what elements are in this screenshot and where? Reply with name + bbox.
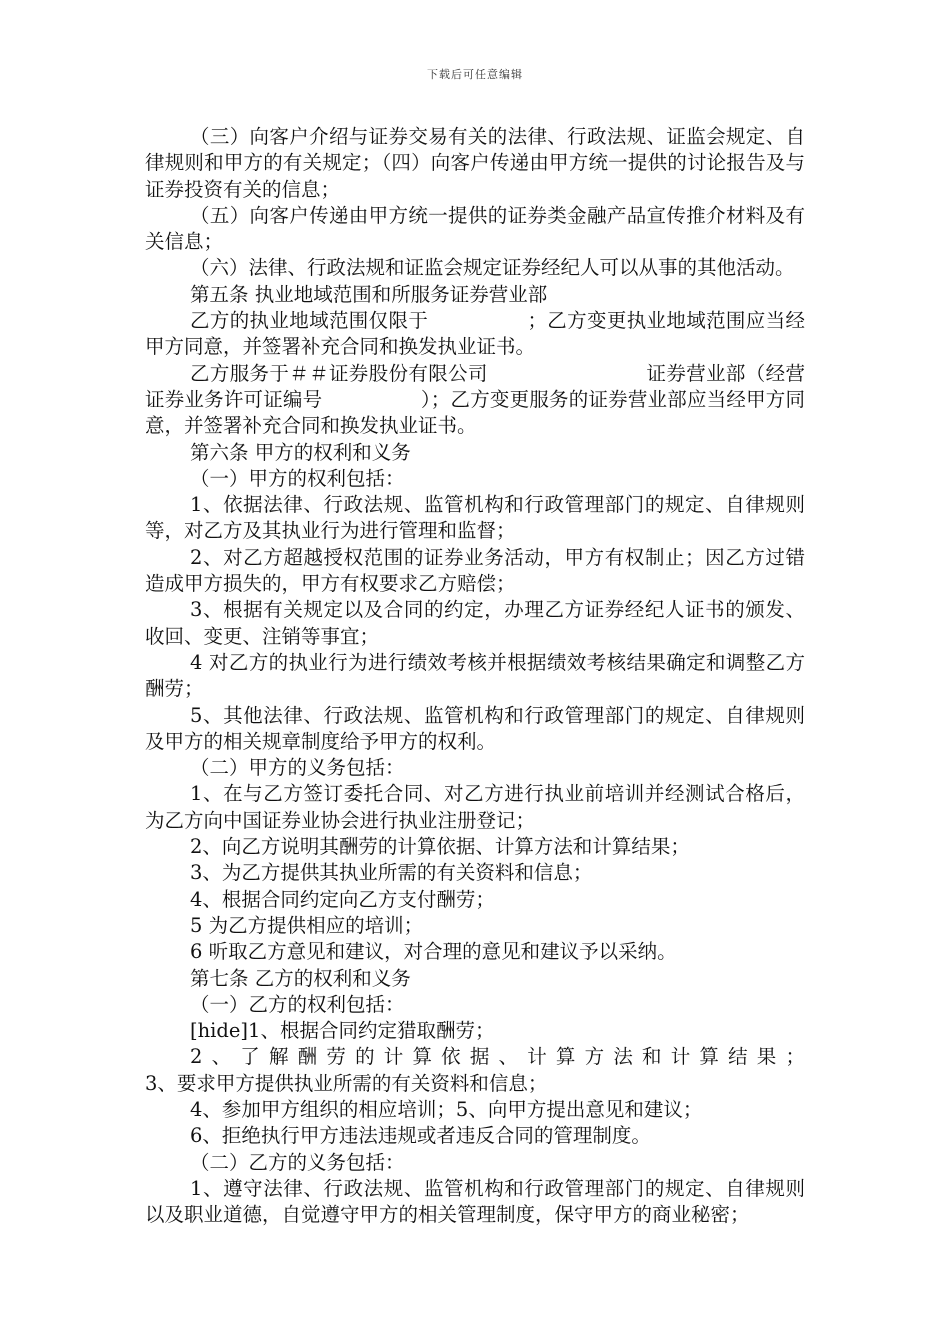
paragraph: 6、拒绝执行甲方违法违规或者违反合同的管理制度。	[190, 1124, 651, 1148]
paragraph: 4、参加甲方组织的相应培训；5、向甲方提出意见和建议；	[190, 1097, 703, 1121]
paragraph: 1、在与乙方签订委托合同、对乙方进行执业前培训并经测试合格后，为乙方向中国证券业协会进行执业注册登记；	[145, 782, 805, 832]
paragraph: 5 为乙方提供相应的培训；	[190, 913, 424, 937]
paragraph: 3、根据有关规定以及合同的约定，办理乙方证券经纪人证书的颁发、收回、变更、注销等事宜；	[145, 598, 805, 648]
paragraph: 2、了解酬劳的计算依据、计算方法和计算结果；	[190, 1045, 805, 1069]
paragraph: 1、遵守法律、行政法规、监管机构和行政管理部门的规定、自律规则以及职业道德，自觉遵守甲方的相关管理制度，保守甲方的商业秘密；	[145, 1176, 805, 1227]
paragraph: 第五条 执业地域范围和所服务证券营业部	[190, 282, 548, 306]
paragraph: 第七条 乙方的权利和义务	[190, 966, 411, 990]
paragraph: 2、向乙方说明其酬劳的计算依据、计算方法和计算结果；	[190, 835, 690, 859]
paragraph: 4 对乙方的执业行为进行绩效考核并根据绩效考核结果确定和调整乙方酬劳；	[145, 650, 805, 701]
paragraph: （一）甲方的权利包括：	[190, 466, 405, 490]
paragraph: （一）乙方的权利包括：	[190, 992, 405, 1016]
paragraph: （六）法律、行政法规和证监会规定证券经纪人可以从事的其他活动。	[190, 256, 795, 280]
paragraph: 3、为乙方提供其执业所需的有关资料和信息；	[190, 861, 593, 885]
paragraph: 3、要求甲方提供执业所需的有关资料和信息；	[145, 1071, 548, 1095]
page-header: 下载后可任意编辑	[427, 68, 523, 81]
paragraph: [hide]1、根据合同约定猎取酬劳；	[190, 1019, 495, 1043]
paragraph: 6 听取乙方意见和建议，对合理的意见和建议予以采纳。	[190, 940, 677, 964]
paragraph: （五）向客户传递由甲方统一提供的证券类金融产品宣传推介材料及有关信息；	[145, 203, 805, 254]
paragraph: 乙方的执业地域范围仅限于 ；乙方变更执业地域范围应当经甲方同意，并签署补充合同和换发执业证书。	[145, 309, 805, 359]
paragraph: 4、根据合同约定向乙方支付酬劳；	[190, 887, 495, 911]
paragraph: （二）甲方的义务包括：	[190, 756, 405, 780]
paragraph: 1、依据法律、行政法规、监管机构和行政管理部门的规定、自律规则等，对乙方及其执业行为进行管理和监督；	[145, 493, 805, 543]
paragraph: 2、对乙方超越授权范围的证券业务活动，甲方有权制止；因乙方过错造成甲方损失的，甲方有权要求乙方赔偿；	[145, 545, 805, 596]
paragraph: （三）向客户介绍与证券交易有关的法律、行政法规、证监会规定、自律规则和甲方的有关规定；（四）向客户传递由甲方统一提供的讨论报告及与证券投资有关的信息；	[145, 125, 805, 201]
paragraph: 乙方服务于＃＃证券股份有限公司 证券营业部（经营证券业务许可证编号 ）；乙方变更服务的证券营业部应当经甲方同意，并签署补充合同和换发执业证书。	[145, 361, 805, 438]
paragraph: 第六条 甲方的权利和义务	[190, 440, 411, 464]
paragraph: 5、其他法律、行政法规、监管机构和行政管理部门的规定、自律规则及甲方的相关规章制度给予甲方的权利。	[145, 703, 805, 753]
paragraph: （二）乙方的义务包括：	[190, 1150, 405, 1174]
document-body	[145, 124, 805, 1228]
